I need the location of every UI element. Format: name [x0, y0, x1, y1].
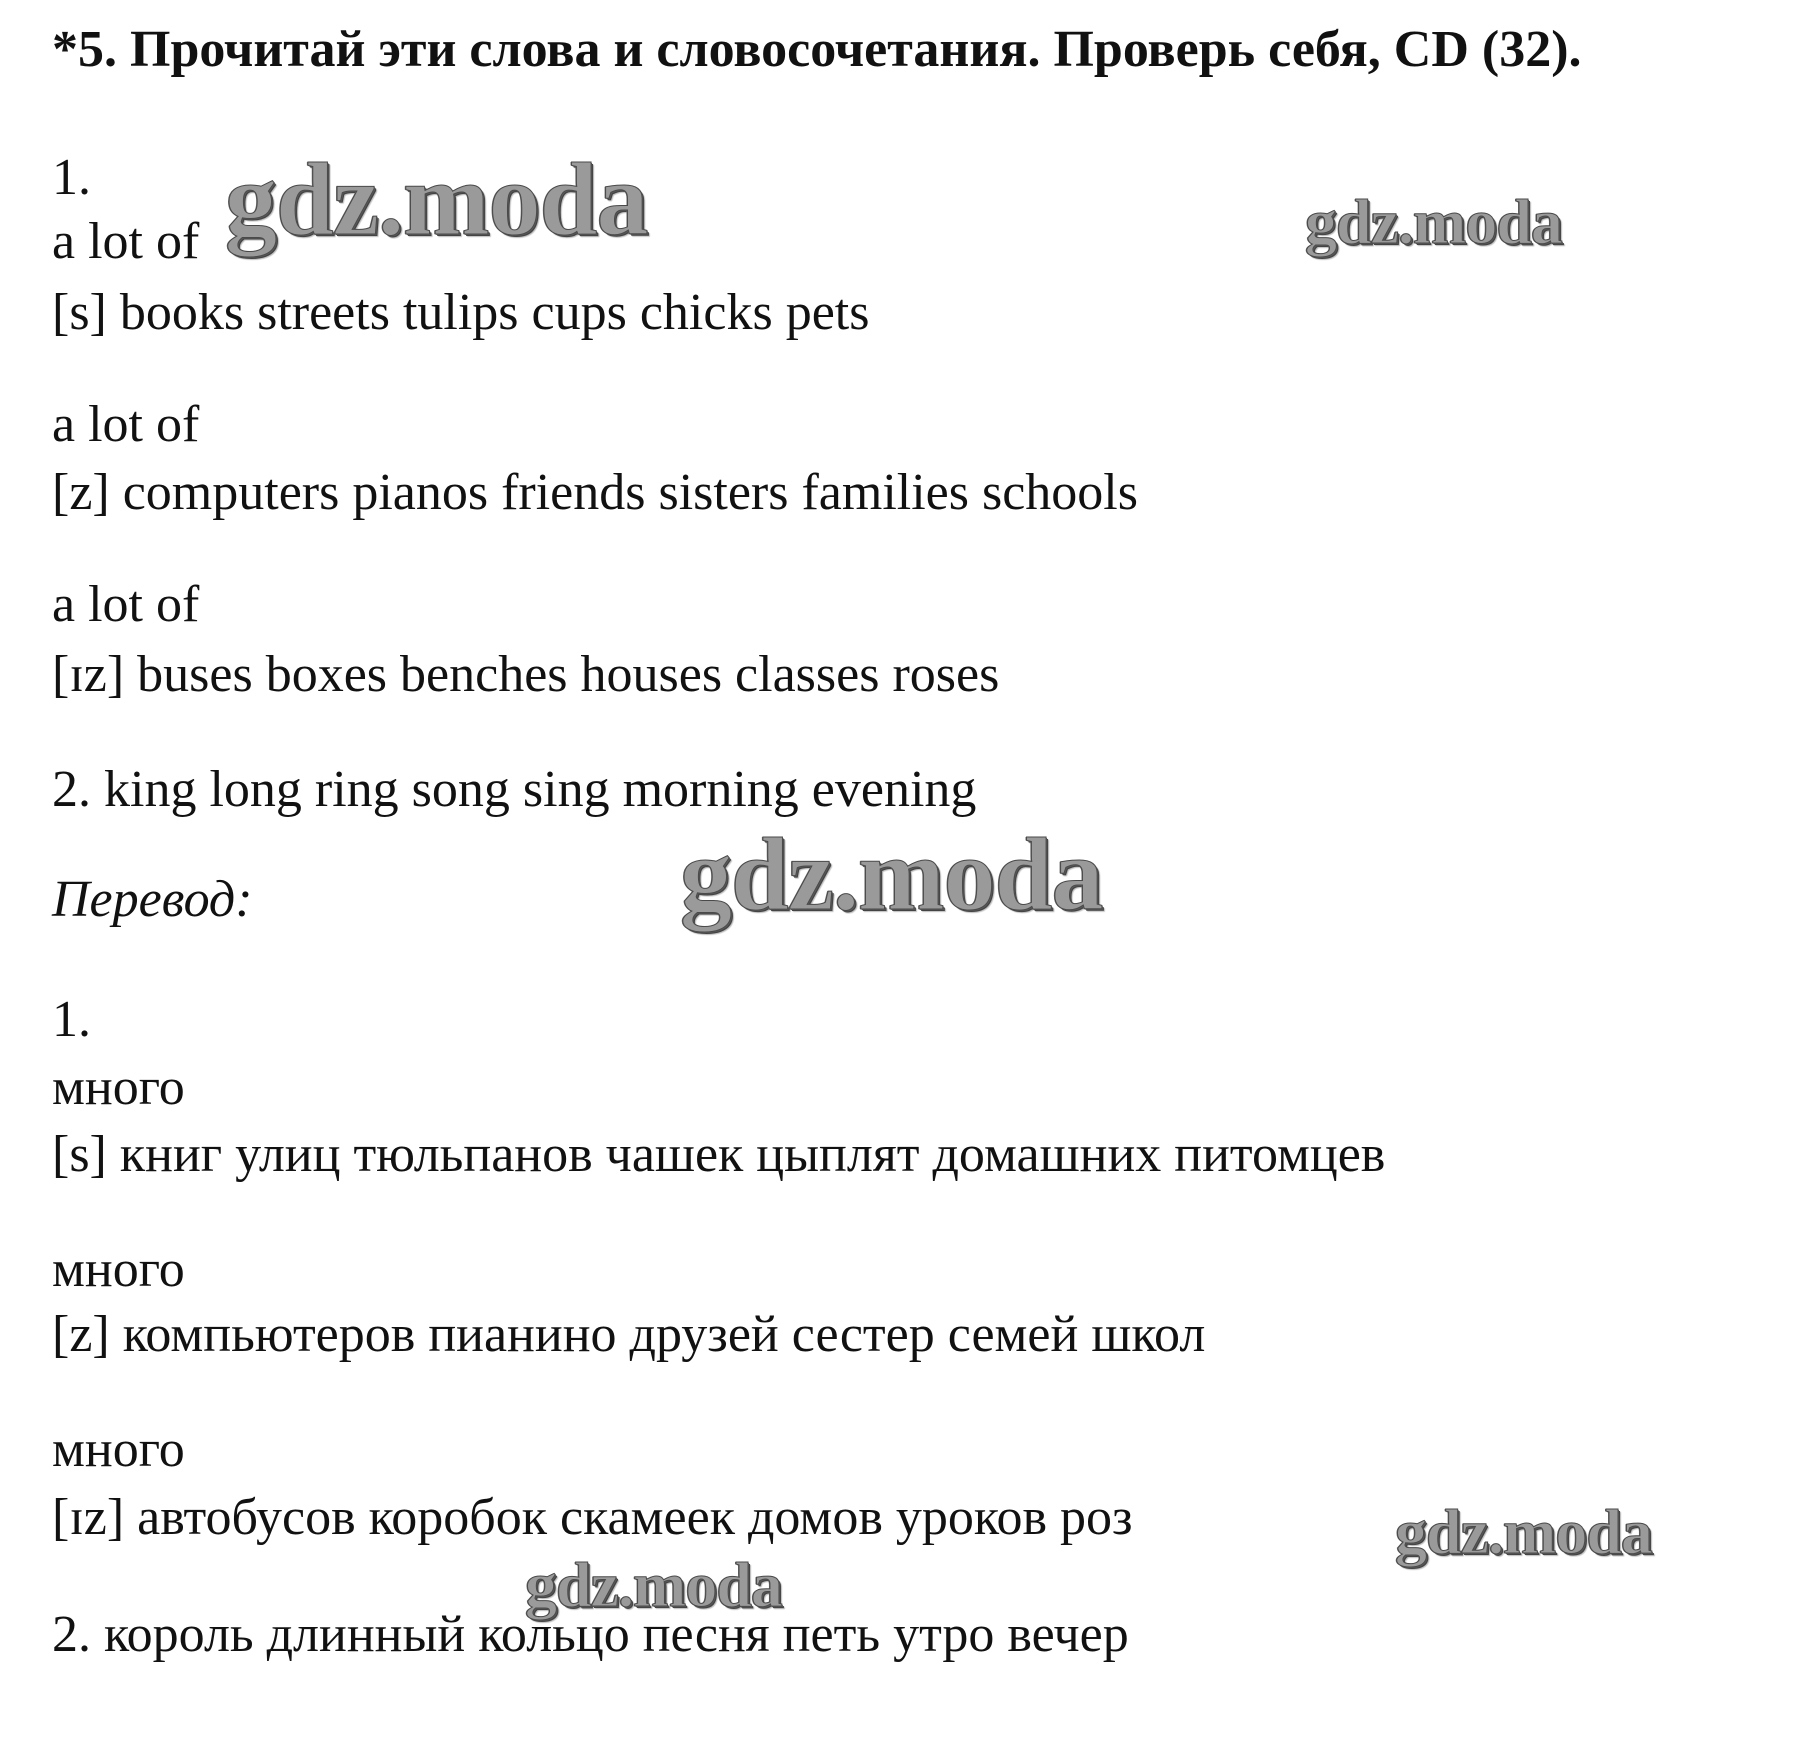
original-group-iz-line: [ɪz] buses boxes benches houses classes roses	[52, 646, 1000, 703]
translation-group-s-line: [s] книг улиц тюльпанов чашек цыплят домашних питомцев	[52, 1126, 1386, 1183]
watermark-logo: gdz.moda	[1395, 1496, 1652, 1567]
watermark-logo: gdz.moda	[225, 142, 648, 257]
watermark-logo: gdz.moda	[525, 1549, 782, 1620]
translation-part1-label: 1.	[52, 991, 91, 1048]
original-group-z-line: [z] computers pianos friends sisters families schools	[52, 464, 1138, 521]
translation-group-iz-line: [ɪz] автобусов коробок скамеек домов уроков роз	[52, 1489, 1133, 1546]
translation-heading: Перевод:	[52, 871, 253, 928]
original-group-s-line: [s] books streets tulips cups chicks pets	[52, 284, 870, 341]
translation-part2-line: 2. король длинный кольцо песня петь утро вечер	[52, 1606, 1129, 1663]
translation-group-z-line: [z] компьютеров пианино друзей сестер семей школ	[52, 1306, 1206, 1363]
translation-group-iz-prefix: много	[52, 1421, 185, 1478]
translation-group-s-prefix: много	[52, 1059, 185, 1116]
watermark-logo: gdz.moda	[1305, 186, 1562, 257]
exercise-title: *5. Прочитай эти слова и словосочетания. Проверь себя, CD (32).	[52, 21, 1582, 78]
original-part1-label: 1.	[52, 149, 91, 206]
original-part2-line: 2. king long ring song sing morning evening	[52, 761, 977, 818]
original-group-s-prefix: a lot of	[52, 213, 200, 270]
watermark-logo: gdz.moda	[680, 817, 1103, 932]
translation-group-z-prefix: много	[52, 1241, 185, 1298]
original-group-z-prefix: a lot of	[52, 396, 200, 453]
original-group-iz-prefix: a lot of	[52, 576, 200, 633]
